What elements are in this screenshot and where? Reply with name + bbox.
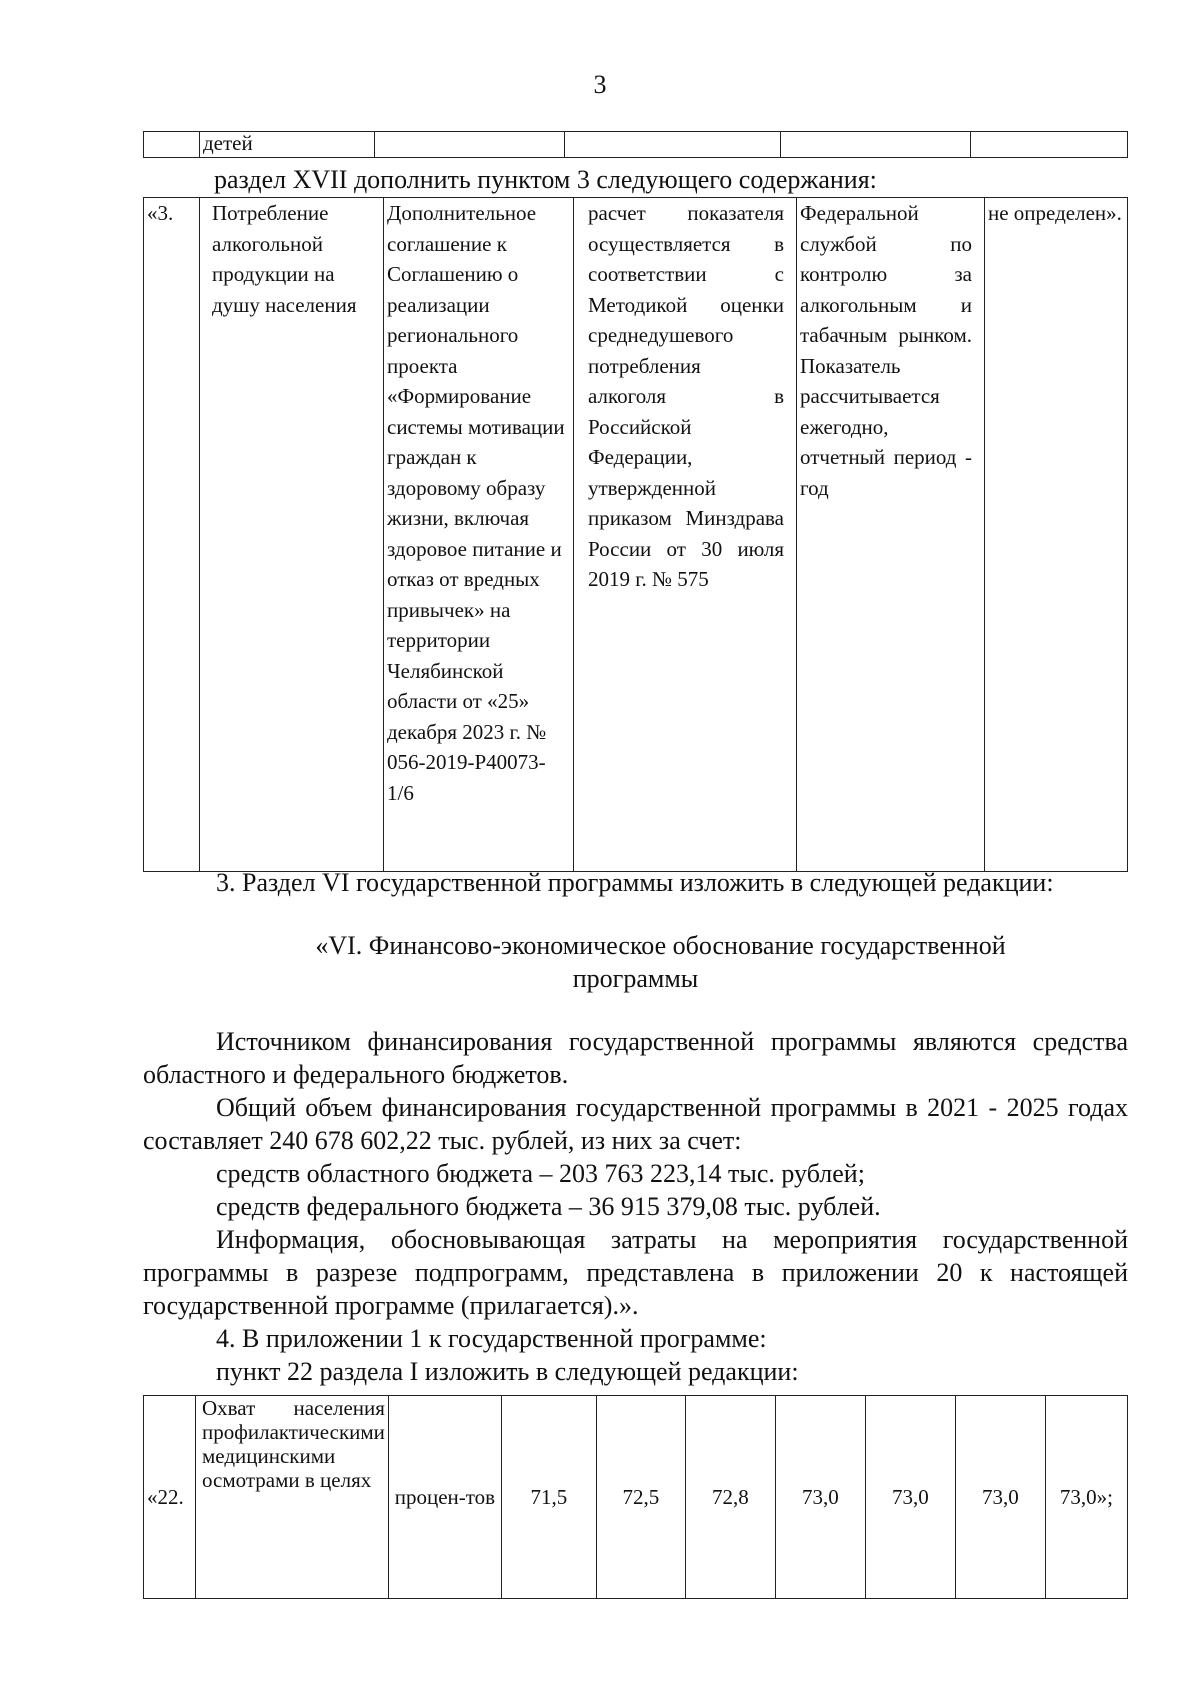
table-cell (971, 132, 1128, 158)
row22-value: 72,5 (596, 1396, 685, 1599)
row22-name: Охват населения профилактическими медицинскими осмотрами в целях (196, 1396, 389, 1599)
row22-unit: процен-тов (388, 1396, 501, 1599)
indicator-name: Потребление алкогольной продукции на душу населения (200, 198, 384, 872)
section-title-line-2: программы (572, 964, 699, 993)
intro-section-xvii: раздел XVII дополнить пунктом 3 следующего содержания: (214, 165, 877, 194)
indicator-method: расчет показателя осуществляется в соответствии с Методикой оценки среднедушевого потребления алкоголя в Российской Федерации, утвержденной приказом Минздрава России от 30 июля 2019 г. № 575 (574, 198, 797, 872)
row22-value: 73,0 (865, 1396, 955, 1599)
table-fragment (143, 131, 1128, 158)
paragraph-item-4: 4. В приложении 1 к государственной программе: (216, 1324, 767, 1353)
row22-value: 73,0»; (1045, 1396, 1127, 1599)
indicator-table (143, 197, 1128, 872)
paragraph-total: Общий объем финансирования государственной программы в 2021 - 2025 годах составляет 240 678 602,22 тыс. рублей, из них за счет: (143, 1093, 1128, 1155)
indicator-note: не определен». (985, 198, 1128, 872)
table-row (144, 132, 1128, 158)
row22-table (143, 1395, 1128, 1599)
paragraph-point-22: пункт 22 раздела I изложить в следующей редакции: (216, 1357, 799, 1386)
indicator-number: «3. (144, 198, 200, 872)
row22-value: 72,8 (685, 1396, 775, 1599)
row22-number: «22. (144, 1396, 196, 1599)
table-cell (375, 132, 565, 158)
table-cell (781, 132, 971, 158)
paragraph-info: Информация, обосновывающая затраты на мероприятия государственной программы в разрезе подпрограмм, представлена в приложении 20 к настоящей государственной программе (прилагается).». (143, 1225, 1128, 1320)
table-row (144, 1396, 1128, 1599)
paragraph-sources: Источником финансирования государственной программы являются средства областного и федерального бюджетов. (143, 1027, 1128, 1089)
row22-value: 73,0 (775, 1396, 865, 1599)
section-title-line-1: «VI. Финансово-экономическое обоснование государственной (315, 931, 1006, 960)
row22-value: 71,5 (501, 1396, 596, 1599)
table-cell (565, 132, 781, 158)
paragraph-regional: средств областного бюджета – 203 763 223,14 тыс. рублей; (216, 1159, 865, 1188)
table-cell (144, 132, 200, 158)
indicator-source: Федеральной службой по контролю за алкогольным и табачным рынком. Показатель рассчитывается ежегодно, отчетный период - год (797, 198, 985, 872)
table-cell: детей (200, 132, 375, 158)
page-number: 3 (593, 70, 607, 99)
paragraph-federal: средств федерального бюджета – 36 915 379,08 тыс. рублей. (216, 1192, 881, 1221)
row22-value: 73,0 (955, 1396, 1045, 1599)
paragraph-item-3: 3. Раздел VI государственной программы изложить в следующей редакции: (216, 868, 1054, 897)
table-row (144, 198, 1128, 872)
indicator-basis: Дополнительное соглашение к Соглашению о реализации регионального проекта «Формирование системы мотивации граждан к здоровому образу жизни, включая здоровое питание и отказ от вредных привычек» на территории Челябинской области от «25» декабря 2023 г. № 056-2019-Р40073-1/6 (384, 198, 574, 872)
